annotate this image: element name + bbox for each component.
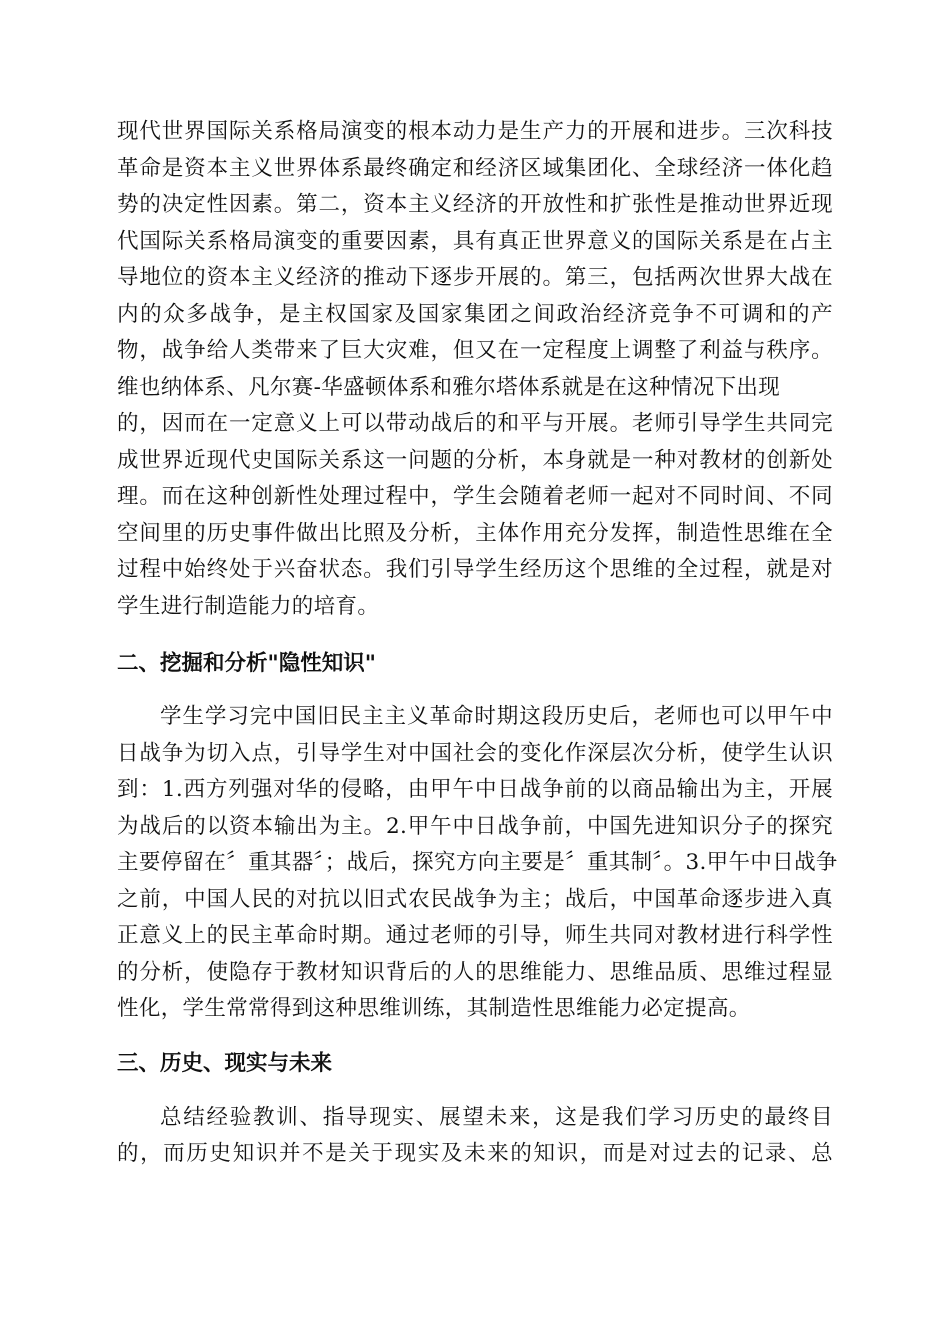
- text-line: 日战争为切入点，引导学生对中国社会的变化作深层次分析，使学生认识: [117, 740, 833, 766]
- text-line: 现代世界国际关系格局演变的根本动力是生产力的开展和进步。三次科技: [117, 119, 833, 144]
- text-line: 空间里的历史事件做出比照及分析，主体作用充分发挥，制造性思维在全: [117, 520, 833, 546]
- text-line: 到：1.西方列强对华的侵略，由甲午中日战争前的以商品输出为主，开展: [117, 777, 833, 802]
- text-line: 的，而历史知识并不是关于现实及未来的知识，而是对过去的记录、总: [117, 1141, 833, 1166]
- text-line: 主要停留在〞重其器〞；战后，探究方向主要是〞重其制〞。3.甲午中日战争: [117, 850, 838, 875]
- text-line: 学生学习完中国旧民主主义革命时期这段历史后，老师也可以甲午中: [160, 704, 833, 729]
- spacer: [117, 682, 833, 699]
- paragraph-section-3: [117, 1100, 833, 1173]
- text-line: 正意义上的民主革命时期。通过老师的引导，师生共同对教材进行科学性: [117, 923, 833, 948]
- text-line: 代国际关系格局演变的重要因素，具有真正世界意义的国际关系是在占主: [117, 228, 833, 254]
- text-line: 内的众多战争，是主权国家及国家集团之间政治经济竞争不可调和的产: [117, 301, 833, 327]
- paragraph-intro: [117, 114, 833, 625]
- text-line: 成世界近现代史国际关系这一问题的分析，本身就是一种对教材的创新处: [117, 447, 833, 473]
- text-line: 物，战争给人类带来了巨大灾难，但又在一定程度上调整了利益与秩序。: [117, 338, 833, 363]
- text-line: 革命是资本主义世界体系最终确定和经济区域集团化、全球经济一体化趋: [117, 155, 833, 181]
- section-heading-3: 三、历史、现实与未来: [117, 1050, 333, 1076]
- spacer: [117, 1082, 833, 1100]
- text-line: 的，因而在一定意义上可以带动战后的和平与开展。老师引导学生共同完: [117, 411, 833, 436]
- section-heading-2: 二、挖掘和分析"隐性知识": [117, 651, 376, 676]
- text-line: 为战后的以资本输出为主。2.甲午中日战争前，中国先进知识分子的探究: [117, 813, 833, 839]
- spacer: [117, 625, 833, 646]
- text-line: 过程中始终处于兴奋状态。我们引导学生经历这个思维的全过程，就是对: [117, 557, 833, 582]
- text-line: 维也纳体系、凡尔赛-华盛顿体系和雅尔塔体系就是在这种情况下出现: [117, 374, 781, 400]
- text-line: 势的决定性因素。第二，资本主义经济的开放性和扩张性是推动世界近现: [117, 192, 833, 217]
- text-line: 之前，中国人民的对抗以旧式农民战争为主；战后，中国革命逐步进入真: [117, 886, 833, 912]
- text-line: 总结经验教训、指导现实、展望未来，这是我们学习历史的最终目: [160, 1104, 833, 1130]
- text-line: 性化，学生常常得到这种思维训练，其制造性思维能力必定提高。: [117, 996, 751, 1021]
- text-line: 理。而在这种创新性处理过程中，学生会随着老师一起对不同时间、不同: [117, 484, 833, 509]
- text-line: 学生进行制造能力的培育。: [117, 593, 380, 619]
- text-line: 的分析，使隐存于教材知识背后的人的思维能力、思维品质、思维过程显: [117, 959, 833, 985]
- paragraph-section-2: [117, 699, 838, 1028]
- spacer: [117, 1028, 833, 1046]
- text-line: 导地位的资本主义经济的推动下逐步开展的。第三，包括两次世界大战在: [117, 265, 833, 290]
- document-body: [117, 114, 838, 1173]
